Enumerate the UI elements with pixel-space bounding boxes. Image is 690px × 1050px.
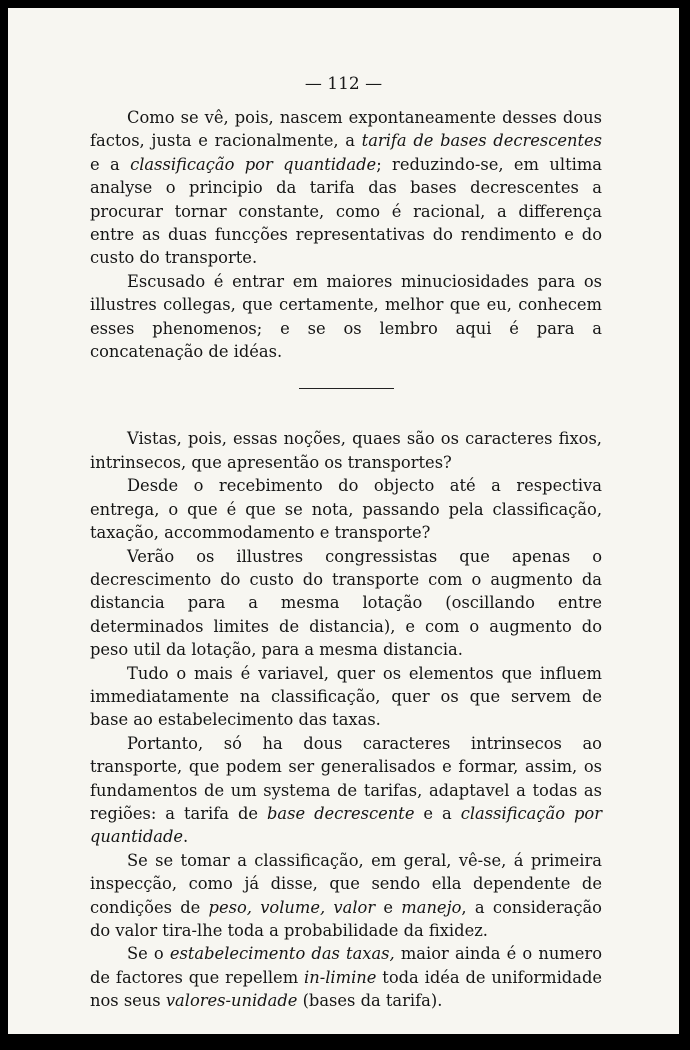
- text-run: Desde o recebimento do objecto até a respectiva entrega, o que é que se nota, passando pela classificação, taxação, accommodamento e transporte?: [90, 476, 602, 543]
- italic-text: valores-unidade: [165, 991, 298, 1011]
- text-run: maior ainda é o numero de factores que repellem: [90, 944, 602, 987]
- italic-text: peso, volume, valor: [208, 897, 376, 917]
- italic-text: in-limine: [304, 967, 377, 987]
- section-divider: [299, 388, 394, 389]
- section-2: [90, 427, 602, 1012]
- paragraph: [90, 545, 602, 662]
- text-run: Se se tomar a classificação, em geral, vê-se, á primeira inspecção, como já disse, que sendo ella dependente de condições de: [90, 850, 602, 917]
- paragraph: [90, 270, 602, 364]
- page-body: [90, 106, 602, 1013]
- paragraph: [90, 427, 602, 474]
- text-run: Verão os illustres congressistas que apenas o decrescimento do custo do transporte com o augmento da distancia para a mesma lotação (oscillando entre determinados limites de distancia), e com o augmento do peso util da lotação, para a mesma distancia.: [90, 546, 602, 660]
- italic-text: base decrescente: [266, 803, 415, 823]
- book-page: [8, 8, 679, 1034]
- text-run: (bases da tarifa).: [297, 991, 443, 1011]
- text-run: Vistas, pois, essas noções, quaes são os caracteres fixos, intrinsecos, que apresentão os transportes?: [90, 429, 602, 472]
- italic-text: classificação por quantidade: [90, 803, 602, 847]
- section-1: [90, 106, 602, 363]
- text-run: Tudo o mais é variavel, quer os elementos que influem immediatamente na classificação, quer os que servem de base ao estabelecimento das taxas.: [90, 663, 602, 730]
- paragraph: [90, 106, 602, 270]
- text-run: Portanto, só ha dous caracteres intrinsecos ao transporte, que podem ser generalisados e formar, assim, os fundamentos de um systema de tarifas, adaptavel a todas as regiões: a tarifa de: [90, 733, 602, 823]
- italic-text: tarifa de bases decrescentes: [361, 131, 602, 151]
- paragraph: [90, 662, 602, 732]
- text-run: Como se vê, pois, nascem expontaneamente desses dous factos, justa e racionalmente, a: [90, 108, 602, 151]
- text-run: .: [183, 827, 189, 847]
- text-run: e: [375, 897, 402, 917]
- text-run: , a consideração do valor tira-lhe toda a probabilidade da fixidez.: [90, 897, 602, 940]
- paragraph: [90, 942, 602, 1012]
- paragraph: [90, 474, 602, 544]
- page-number: — 112 —: [304, 74, 383, 94]
- text-run: e a: [90, 154, 131, 174]
- text-run: ; reduzindo-se, em ultima analyse o principio da tarifa das bases decrescentes a procurar tornar constante, como é racional, a differença entre as duas funcções representativas do rendimento e do custo do transporte.: [90, 154, 602, 268]
- italic-text: estabelecimento das taxas,: [169, 944, 395, 964]
- text-run: toda idéa de uniformidade nos seus: [90, 967, 602, 1011]
- italic-text: manejo: [401, 897, 462, 917]
- text-run: e a: [414, 803, 461, 823]
- italic-text: classificação por quantidade: [130, 154, 377, 174]
- text-run: Se o: [127, 944, 170, 964]
- paragraph: [90, 849, 602, 943]
- text-run: Escusado é entrar em maiores minuciosidades para os illustres collegas, que certamente, melhor que eu, conhecem esses phenomenos; e se os lembro aqui é para a concatenação de idéas.: [90, 271, 602, 362]
- paragraph: [90, 732, 602, 849]
